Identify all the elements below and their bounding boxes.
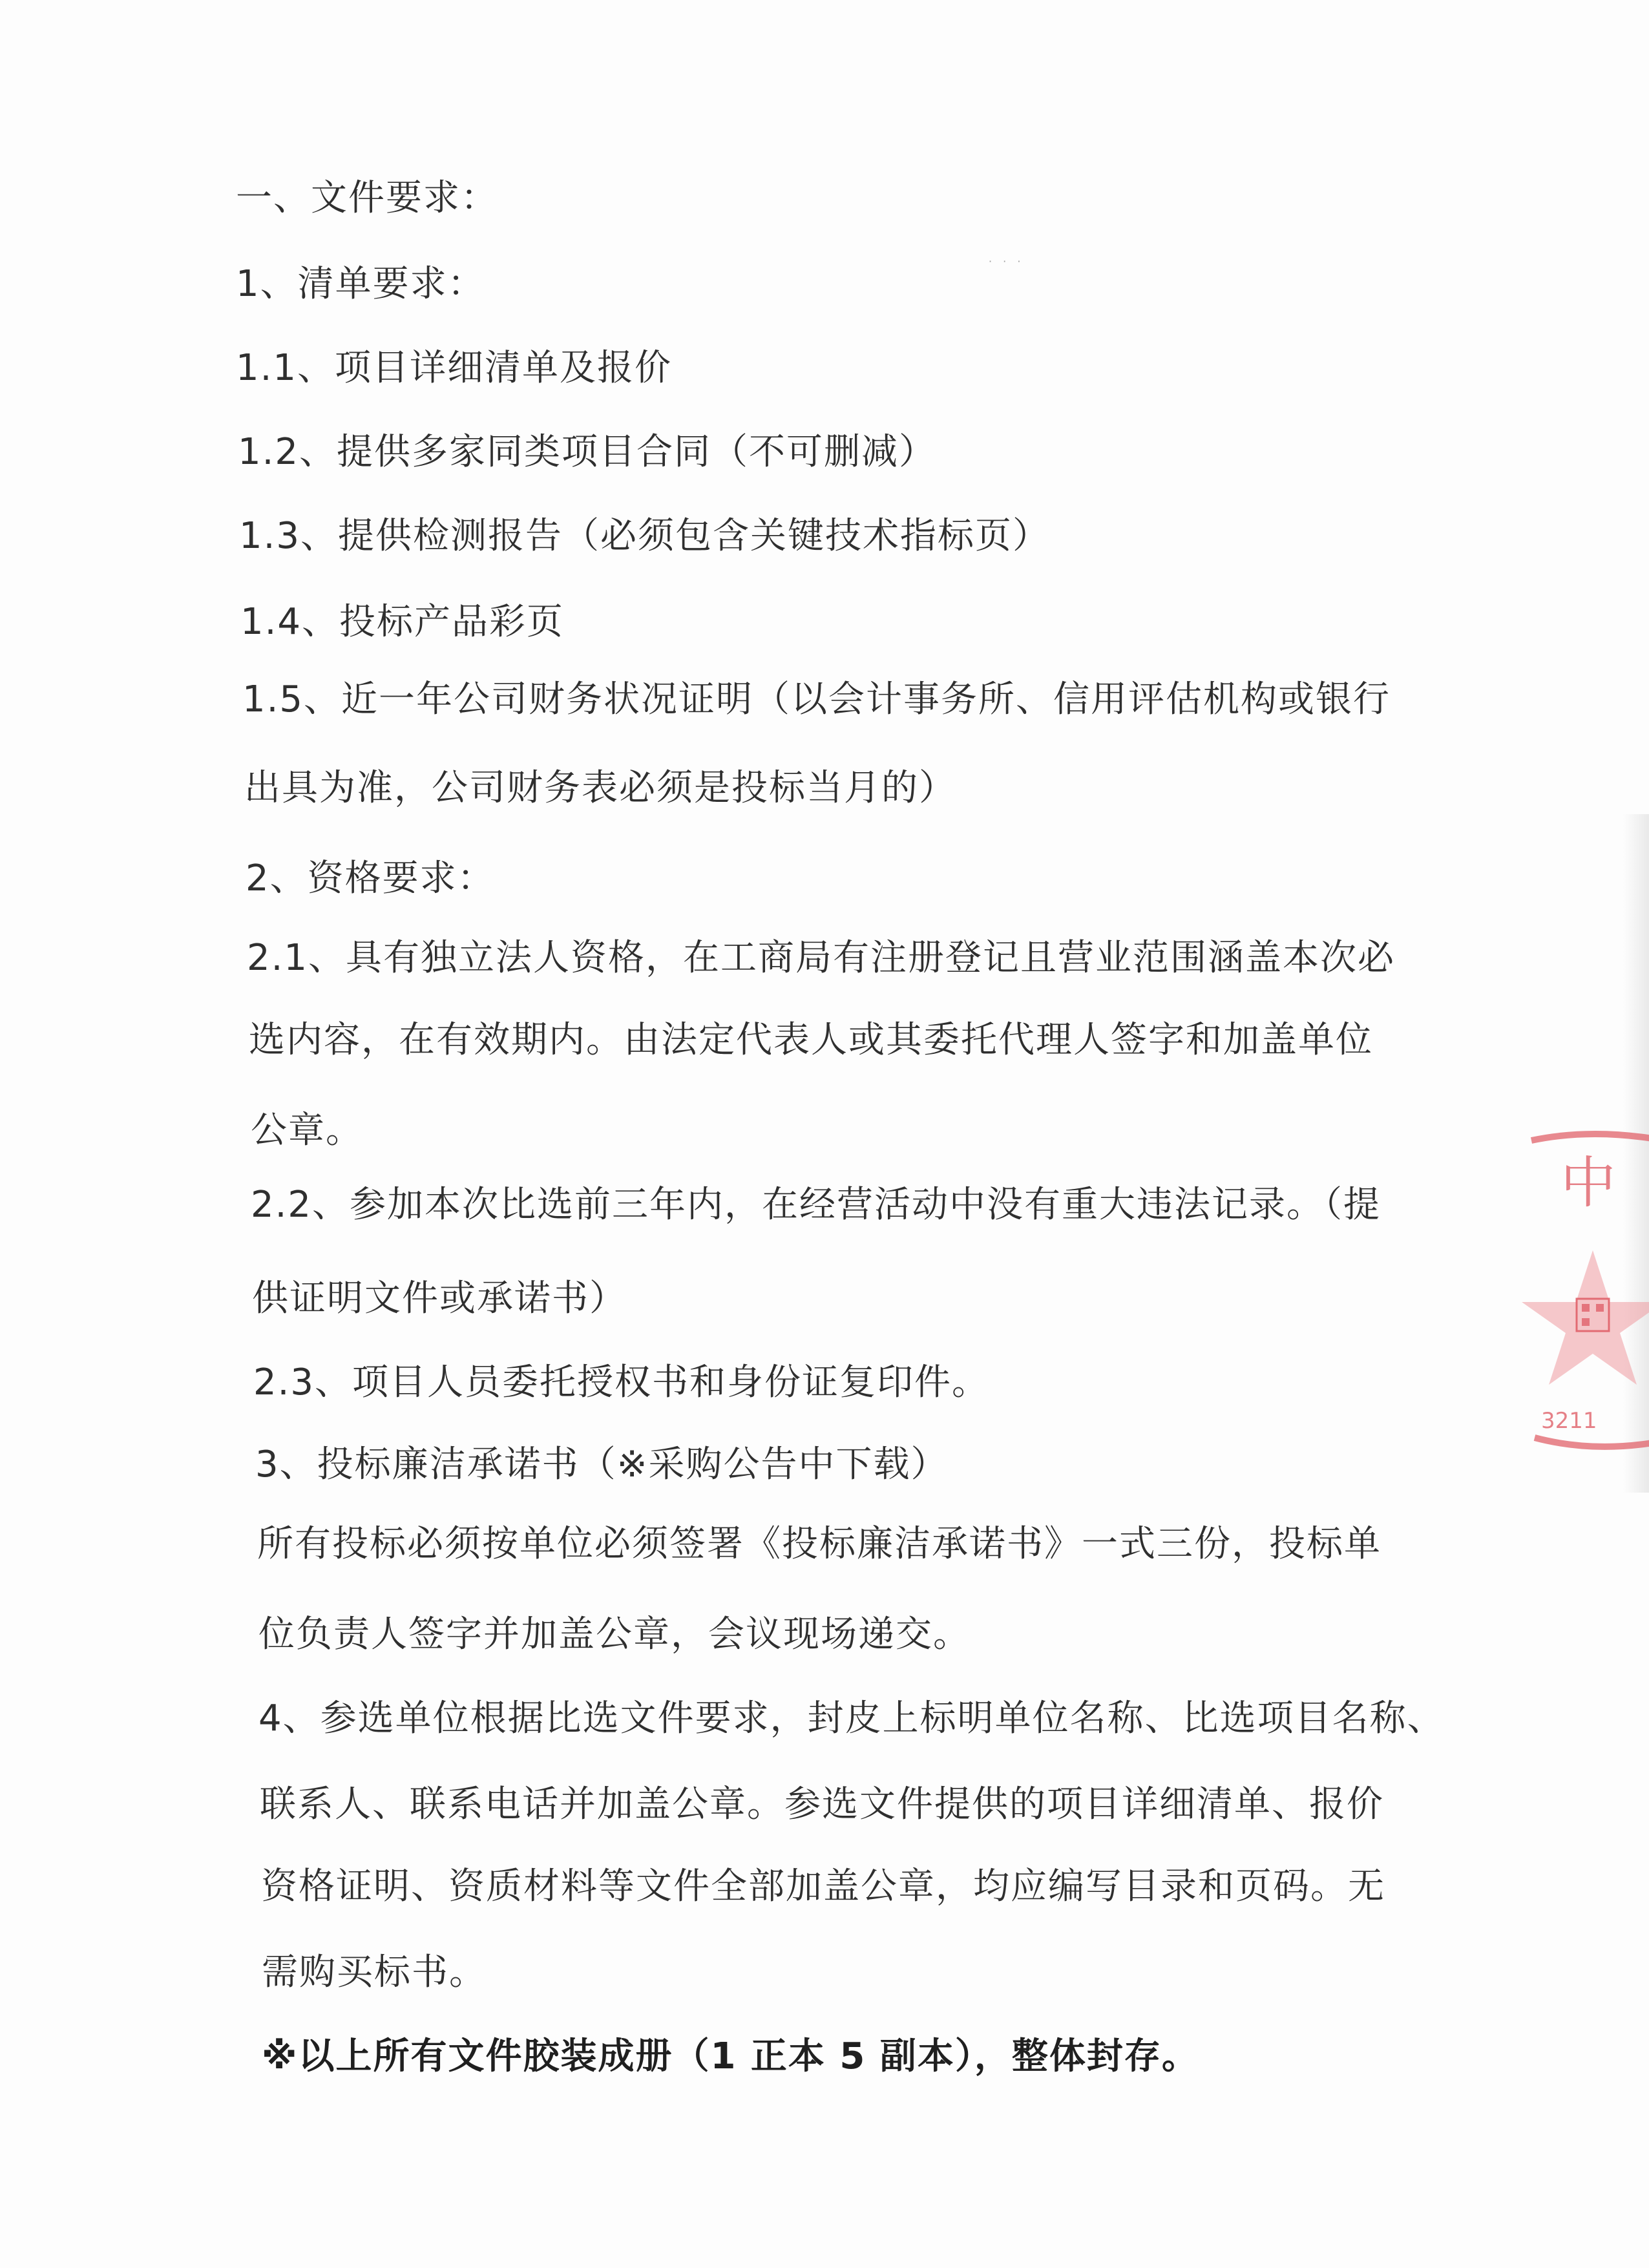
heading-integrity-commitment: 3、投标廉洁承诺书（※采购公告中下载） [255,1444,949,1486]
official-seal-partial [1515,1128,1649,1464]
heading-qualification-requirements: 2、资格要求： [246,857,495,899]
item-1-3: 1.3、提供检测报告（必须包含关键技术指标页） [239,515,1051,557]
section-heading-document-requirements: 一、文件要求： [236,177,498,219]
item-1-1: 1.1、项目详细清单及报价 [236,347,673,389]
item-1-4: 1.4、投标产品彩页 [240,601,565,643]
item-1-5: 1.5、近一年公司财务状况证明（以会计事务所、信用评估机构或银行 [242,678,1391,720]
seal-partial-character: 中 [1560,1151,1616,1215]
item-4-continued-3: 需购买标书。 [262,1951,487,1993]
item-4-continued-2: 资格证明、资质材料等文件全部加盖公章，均应编写目录和页码。无 [261,1865,1385,1907]
heading-list-requirements: 1、清单要求： [236,263,485,305]
integrity-commitment-text: 所有投标必须按单位必须签署《投标廉洁承诺书》一式三份，投标单 [257,1523,1381,1565]
item-1-2: 1.2、提供多家同类项目合同（不可删减） [238,431,937,473]
item-2-2-continued: 供证明文件或承诺书） [252,1277,627,1319]
seal-partial-number: 3211 [1541,1408,1597,1434]
item-1-5-continued: 出具为准，公司财务表必须是投标当月的） [244,767,956,809]
item-4-continued: 联系人、联系电话并加盖公章。参选文件提供的项目详细清单、报价 [260,1783,1384,1825]
item-2-1-continued: 选内容，在有效期内。由法定代表人或其委托代理人签字和加盖单位 [249,1019,1373,1061]
item-2-1: 2.1、具有独立法人资格，在工商局有注册登记且营业范围涵盖本次必 [247,937,1396,979]
item-2-1-continued-2: 公章。 [251,1109,363,1151]
scan-speck: · · · [989,255,1025,268]
item-2-3: 2.3、项目人员委托授权书和身份证复印件。 [253,1361,990,1403]
item-2-2: 2.2、参加本次比选前三年内，在经营活动中没有重大违法记录。（提 [251,1184,1381,1226]
binding-note: ※以上所有文件胶装成册（1 正本 5 副本），整体封存。 [262,2035,1199,2077]
integrity-commitment-text-continued: 位负责人签字并加盖公章，会议现场递交。 [258,1613,971,1655]
item-4: 4、参选单位根据比选文件要求，封皮上标明单位名称、比选项目名称、 [258,1697,1445,1739]
